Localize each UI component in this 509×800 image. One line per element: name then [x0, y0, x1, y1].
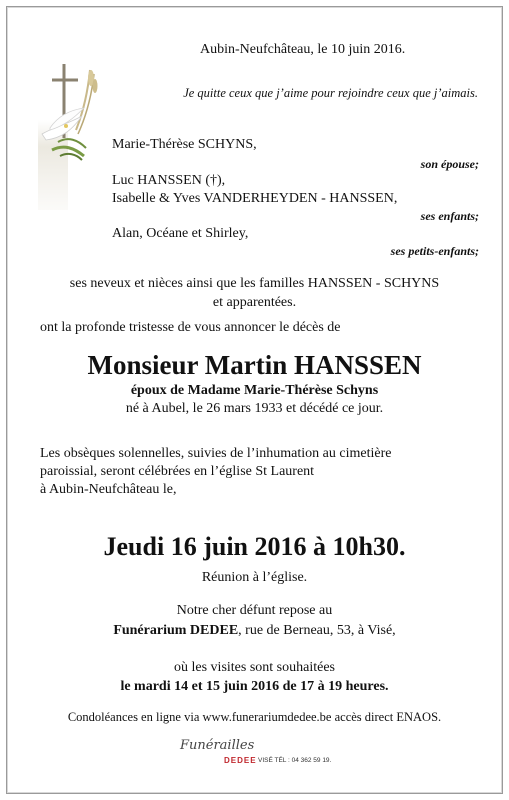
condolences-line: Condoléances en ligne via www.funerariumdedee.be accès direct ENAOS.: [67, 710, 442, 724]
meeting-place: Réunion à l’église.: [201, 570, 308, 585]
funeral-home-name: Funérarium DEDEE: [113, 623, 239, 638]
logo-phone: VISÉ TÉL : 04 362 59 19.: [258, 757, 332, 764]
funeral-date: Jeudi 16 juin 2016 à 10h30.: [103, 532, 406, 561]
visit-times: le mardi 14 et 15 juin 2016 de 17 à 19 heures.: [120, 679, 389, 694]
birth-death: né à Aubel, le 26 mars 1933 et décédé ce jour.: [125, 401, 384, 416]
spouse-of: époux de Madame Marie-Thérèse Schyns: [130, 383, 379, 398]
announcement-intro: ont la profonde tristesse de vous annoncer le décès de: [40, 320, 341, 335]
visit-line1: Notre cher défunt repose au: [176, 603, 333, 618]
extended-family-line2: et apparentées.: [212, 295, 297, 310]
spouse-role: son épouse;: [420, 157, 479, 171]
extended-family-line1: ses neveux et nièces ainsi que les familles HANSSEN - SCHYNS: [69, 276, 440, 291]
funeral-line3: à Aubin-Neufchâteau le,: [40, 482, 177, 497]
child-1: Luc HANSSEN (†),: [112, 173, 226, 188]
visit-line3: où les visites sont souhaitées: [174, 660, 335, 675]
visit-line2: [0, 623, 509, 639]
quote: Je quitte ceux que j’aime pour rejoindre ceux que j’aimais.: [183, 86, 478, 100]
deceased-name: Monsieur Martin HANSSEN: [87, 350, 422, 380]
children-role: ses enfants;: [420, 209, 479, 223]
grandchildren: Alan, Océane et Shirley,: [112, 226, 249, 241]
cross-lily-icon: [38, 60, 100, 210]
logo-script: Funérailles: [180, 738, 255, 753]
funeral-home-address: , rue de Berneau, 53, à Visé,: [238, 623, 396, 638]
funeral-line2: paroissial, seront célébrées en l’église St Laurent: [40, 464, 315, 479]
funeral-home-logo: [180, 738, 340, 768]
place-date: Aubin-Neufchâteau, le 10 juin 2016.: [200, 42, 406, 57]
funeral-line1: Les obsèques solennelles, suivies de l’inhumation au cimetière: [40, 446, 392, 461]
logo-brand: DEDEE: [224, 756, 257, 765]
spouse-name: Marie-Thérèse SCHYNS,: [112, 137, 257, 152]
child-2: Isabelle & Yves VANDERHEYDEN - HANSSEN,: [112, 191, 398, 206]
grandchildren-role: ses petits-enfants;: [390, 244, 479, 258]
